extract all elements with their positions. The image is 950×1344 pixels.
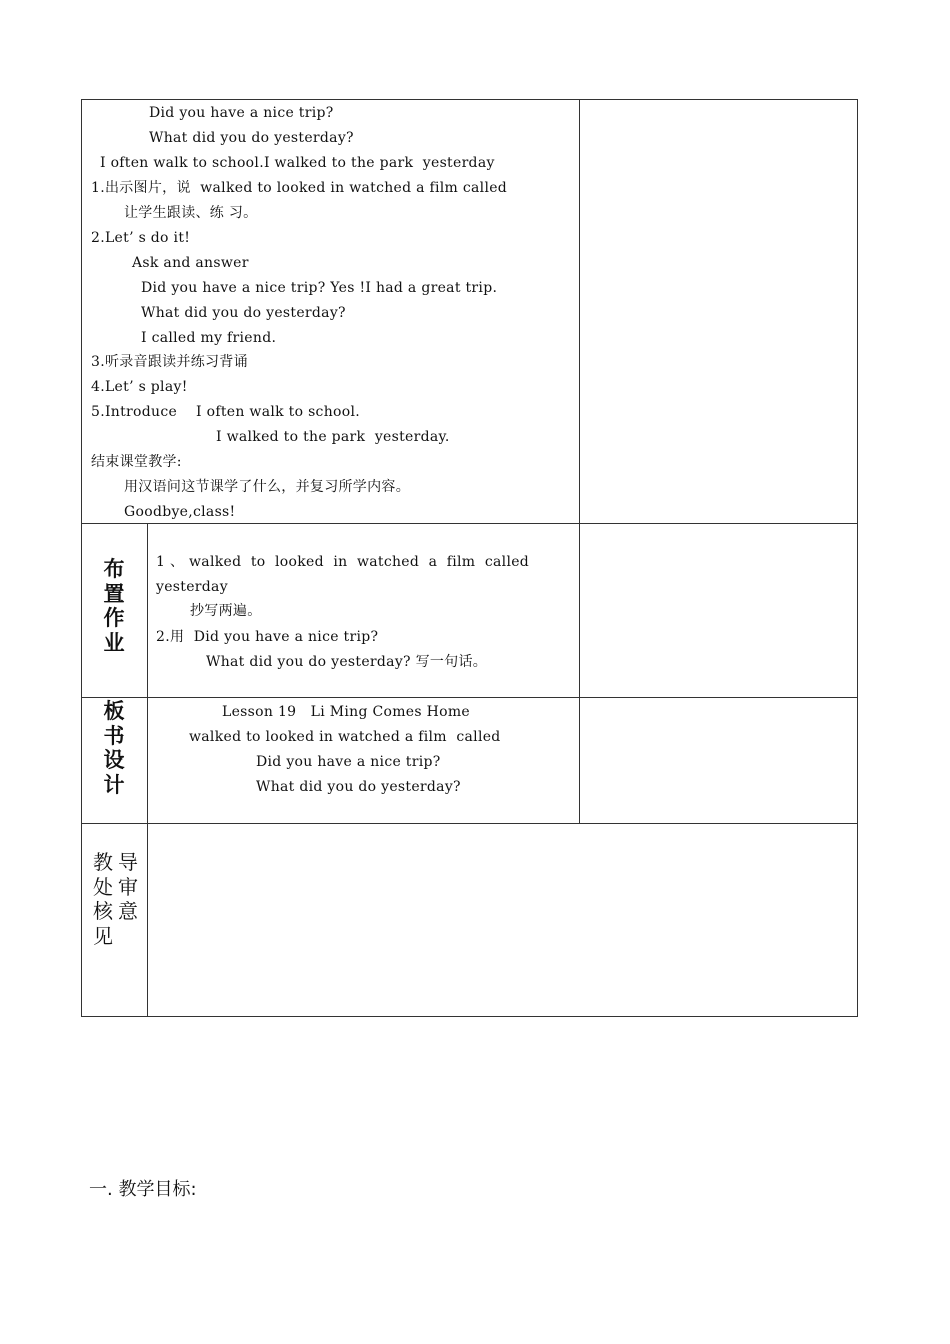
process-line: What did you do yesterday?	[141, 305, 346, 321]
row-divider	[82, 823, 857, 824]
homework-line: What did you do yesterday? 写一句话。	[206, 654, 488, 670]
board-line: Lesson 19 Li Ming Comes Home	[222, 704, 471, 720]
homework-line: yesterday	[156, 579, 228, 595]
process-line: Ask and answer	[132, 255, 249, 271]
process-line: 3.听录音跟读并练习背诵	[91, 354, 248, 370]
column-divider	[147, 523, 148, 1017]
process-line: 5.Introduce I often walk to school.	[91, 404, 360, 420]
process-line: 让学生跟读、练 习。	[124, 205, 258, 221]
process-line: I walked to the park yesterday.	[216, 429, 450, 445]
homework-line: 抄写两遍。	[190, 603, 262, 619]
homework-label: 布 置 作 业	[103, 557, 125, 655]
process-line: 4.Let’ s play!	[91, 379, 188, 395]
process-line: Did you have a nice trip? Yes !I had a great trip.	[141, 280, 498, 296]
row-divider	[82, 523, 857, 524]
homework-line: 2.用 Did you have a nice trip?	[156, 629, 379, 645]
process-line: 1.出示图片，说 walked to looked in watched a film called	[91, 180, 508, 196]
section-heading: 一. 教学目标:	[89, 1179, 197, 1200]
board-line: Did you have a nice trip?	[256, 754, 441, 770]
process-line: 结束课堂教学:	[91, 454, 182, 470]
process-line: Goodbye,class!	[124, 504, 236, 520]
board-line: walked to looked in watched a film called	[189, 729, 501, 745]
review-label-col2: 导 审 意	[118, 850, 138, 923]
board-label: 板 书 设 计	[103, 699, 125, 797]
process-line: What did you do yesterday?	[149, 130, 354, 146]
homework-line: 1 、 walked to looked in watched a film called	[156, 554, 530, 570]
column-divider	[579, 100, 580, 824]
process-line: 2.Let’ s do it!	[91, 230, 191, 246]
row-divider	[82, 697, 857, 698]
process-line: 用汉语问这节课学了什么，并复习所学内容。	[124, 479, 410, 495]
process-line: I called my friend.	[141, 330, 277, 346]
board-line: What did you do yesterday?	[256, 779, 461, 795]
review-label-col1: 教 处 核 见	[93, 850, 113, 948]
process-line: I often walk to school.I walked to the park yesterday	[100, 155, 495, 171]
process-line: Did you have a nice trip?	[149, 105, 334, 121]
